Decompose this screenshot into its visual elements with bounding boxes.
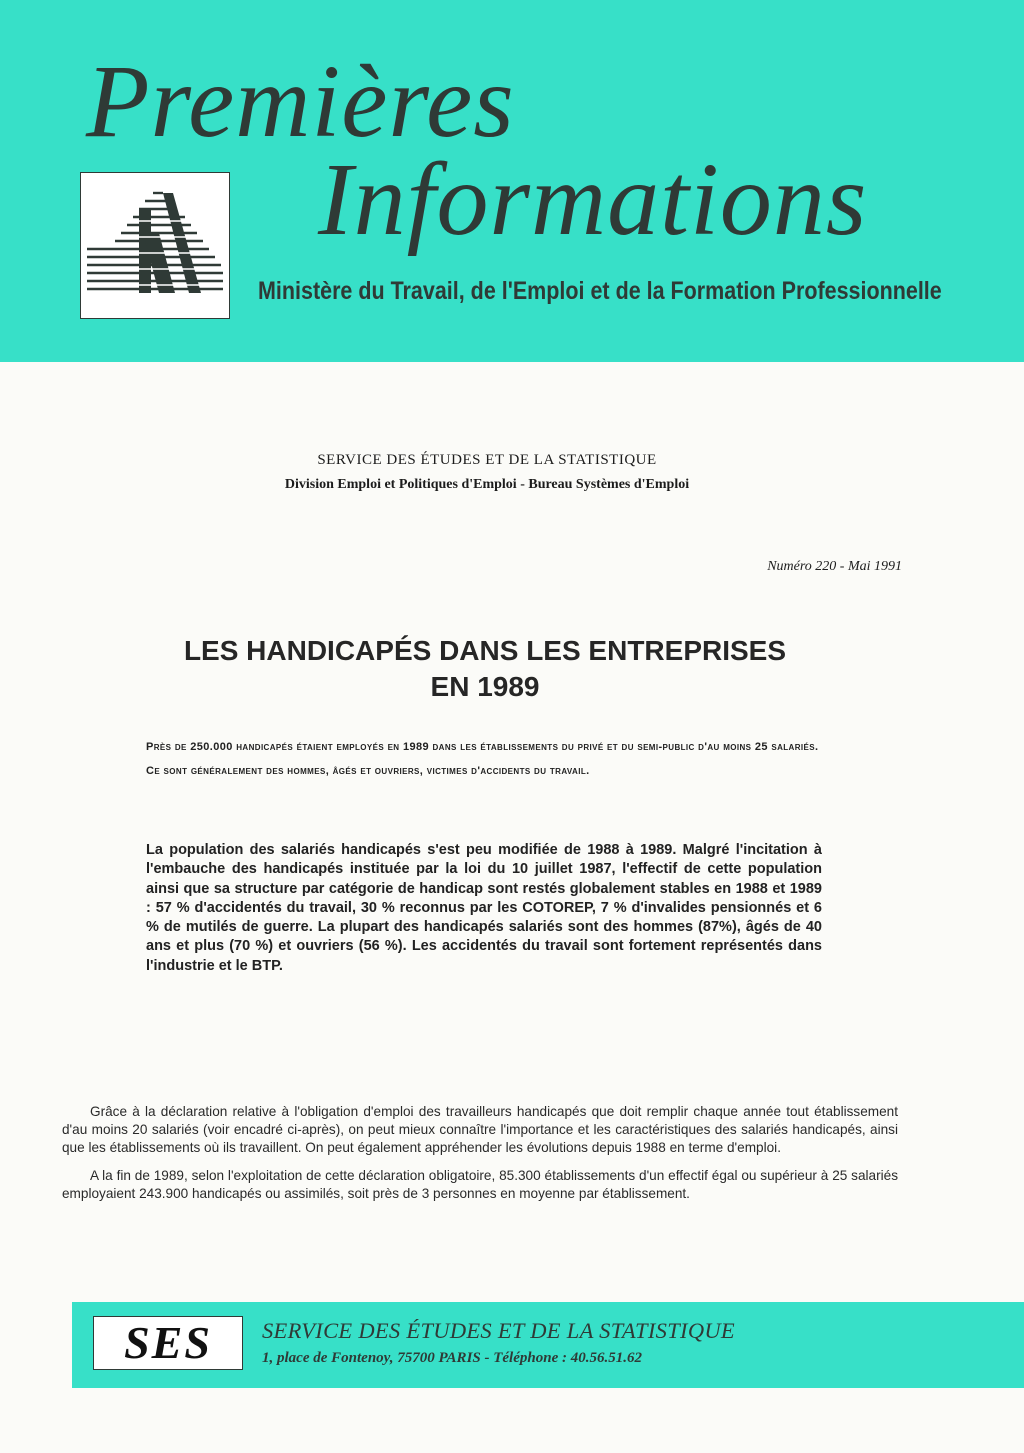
masthead-band xyxy=(0,0,1024,362)
footer-service-name: SERVICE DES ÉTUDES ET DE LA STATISTIQUE xyxy=(262,1318,735,1343)
body-paragraph: Grâce à la déclaration relative à l'obligation d'emploi des travailleurs handicapés que doit remplir chaque année tout établissement d'au moins 20 salariés (voir encadré ci-après), on peut mieux connaître l'importance et les caractéristiques des salariés handicapés, ainsi que les établissements où ils travaillent. On peut également appréhender les évolutions depuis 1988 en terme d'emploi. xyxy=(62,1104,898,1155)
article-title xyxy=(100,633,870,705)
service-heading: SERVICE DES ÉTUDES ET DE LA STATISTIQUE xyxy=(317,452,657,468)
article-summary: La population des salariés handicapés s'est peu modifiée de 1988 à 1989. Malgré l'incitation à l'embauche des handicapés instituée par la loi du 10 juillet 1987, l'effectif de cette population ainsi que sa structure par catégorie de handicap sont restés globalement stables en 1988 et 1989 : 57 % d'accidentés du travail, 30 % reconnus par les COTOREP, 7 % d'invalides pensionnés et 6 % de mutilés de guerre. La plupart des handicapés salariés sont des hommes (87%), âgés de 40 ans et plus (70 %) et ouvriers (56 %). Les accidentés du travail sont fortement représentés dans l'industrie et le BTP. xyxy=(146,842,822,974)
body-paragraph: A la fin de 1989, selon l'exploitation de cette déclaration obligatoire, 85.300 établissements d'un effectif égal ou supérieur à 25 salariés employaient 243.900 handicapés ou assimilés, soit près de 3 personnes en moyenne par établissement. xyxy=(62,1168,898,1201)
footer-address: 1, place de Fontenoy, 75700 PARIS - Téléphone : 40.56.51.62 xyxy=(262,1350,642,1366)
publication-title-line2: Informations xyxy=(318,142,868,257)
ses-logo-box xyxy=(93,1316,243,1370)
ministry-logo xyxy=(80,172,230,319)
division-line: Division Emploi et Politiques d'Emploi - Bureau Systèmes d'Emploi xyxy=(284,477,690,492)
stepped-pyramid-logo-icon xyxy=(81,173,229,318)
issue-number: Numéro 220 - Mai 1991 xyxy=(767,559,902,574)
article-body xyxy=(62,1103,898,1213)
article-title-line1: LES HANDICAPÉS DANS LES ENTREPRISES xyxy=(183,635,787,666)
ministry-name: Ministère du Travail, de l'Emploi et de la Formation Professionnelle xyxy=(258,277,942,305)
publication-title-line1: Premières xyxy=(86,44,515,159)
ses-logo: SES xyxy=(124,1317,212,1368)
article-lead: Près de 250.000 handicapés étaient employés en 1989 dans les établissements du privé et du semi-public d'au moins 25 salariés. Ce sont généralement des hommes, âgés et ouvriers, victimes d'accidents du travail. xyxy=(146,741,819,777)
article-title-line2: EN 1989 xyxy=(430,671,540,702)
